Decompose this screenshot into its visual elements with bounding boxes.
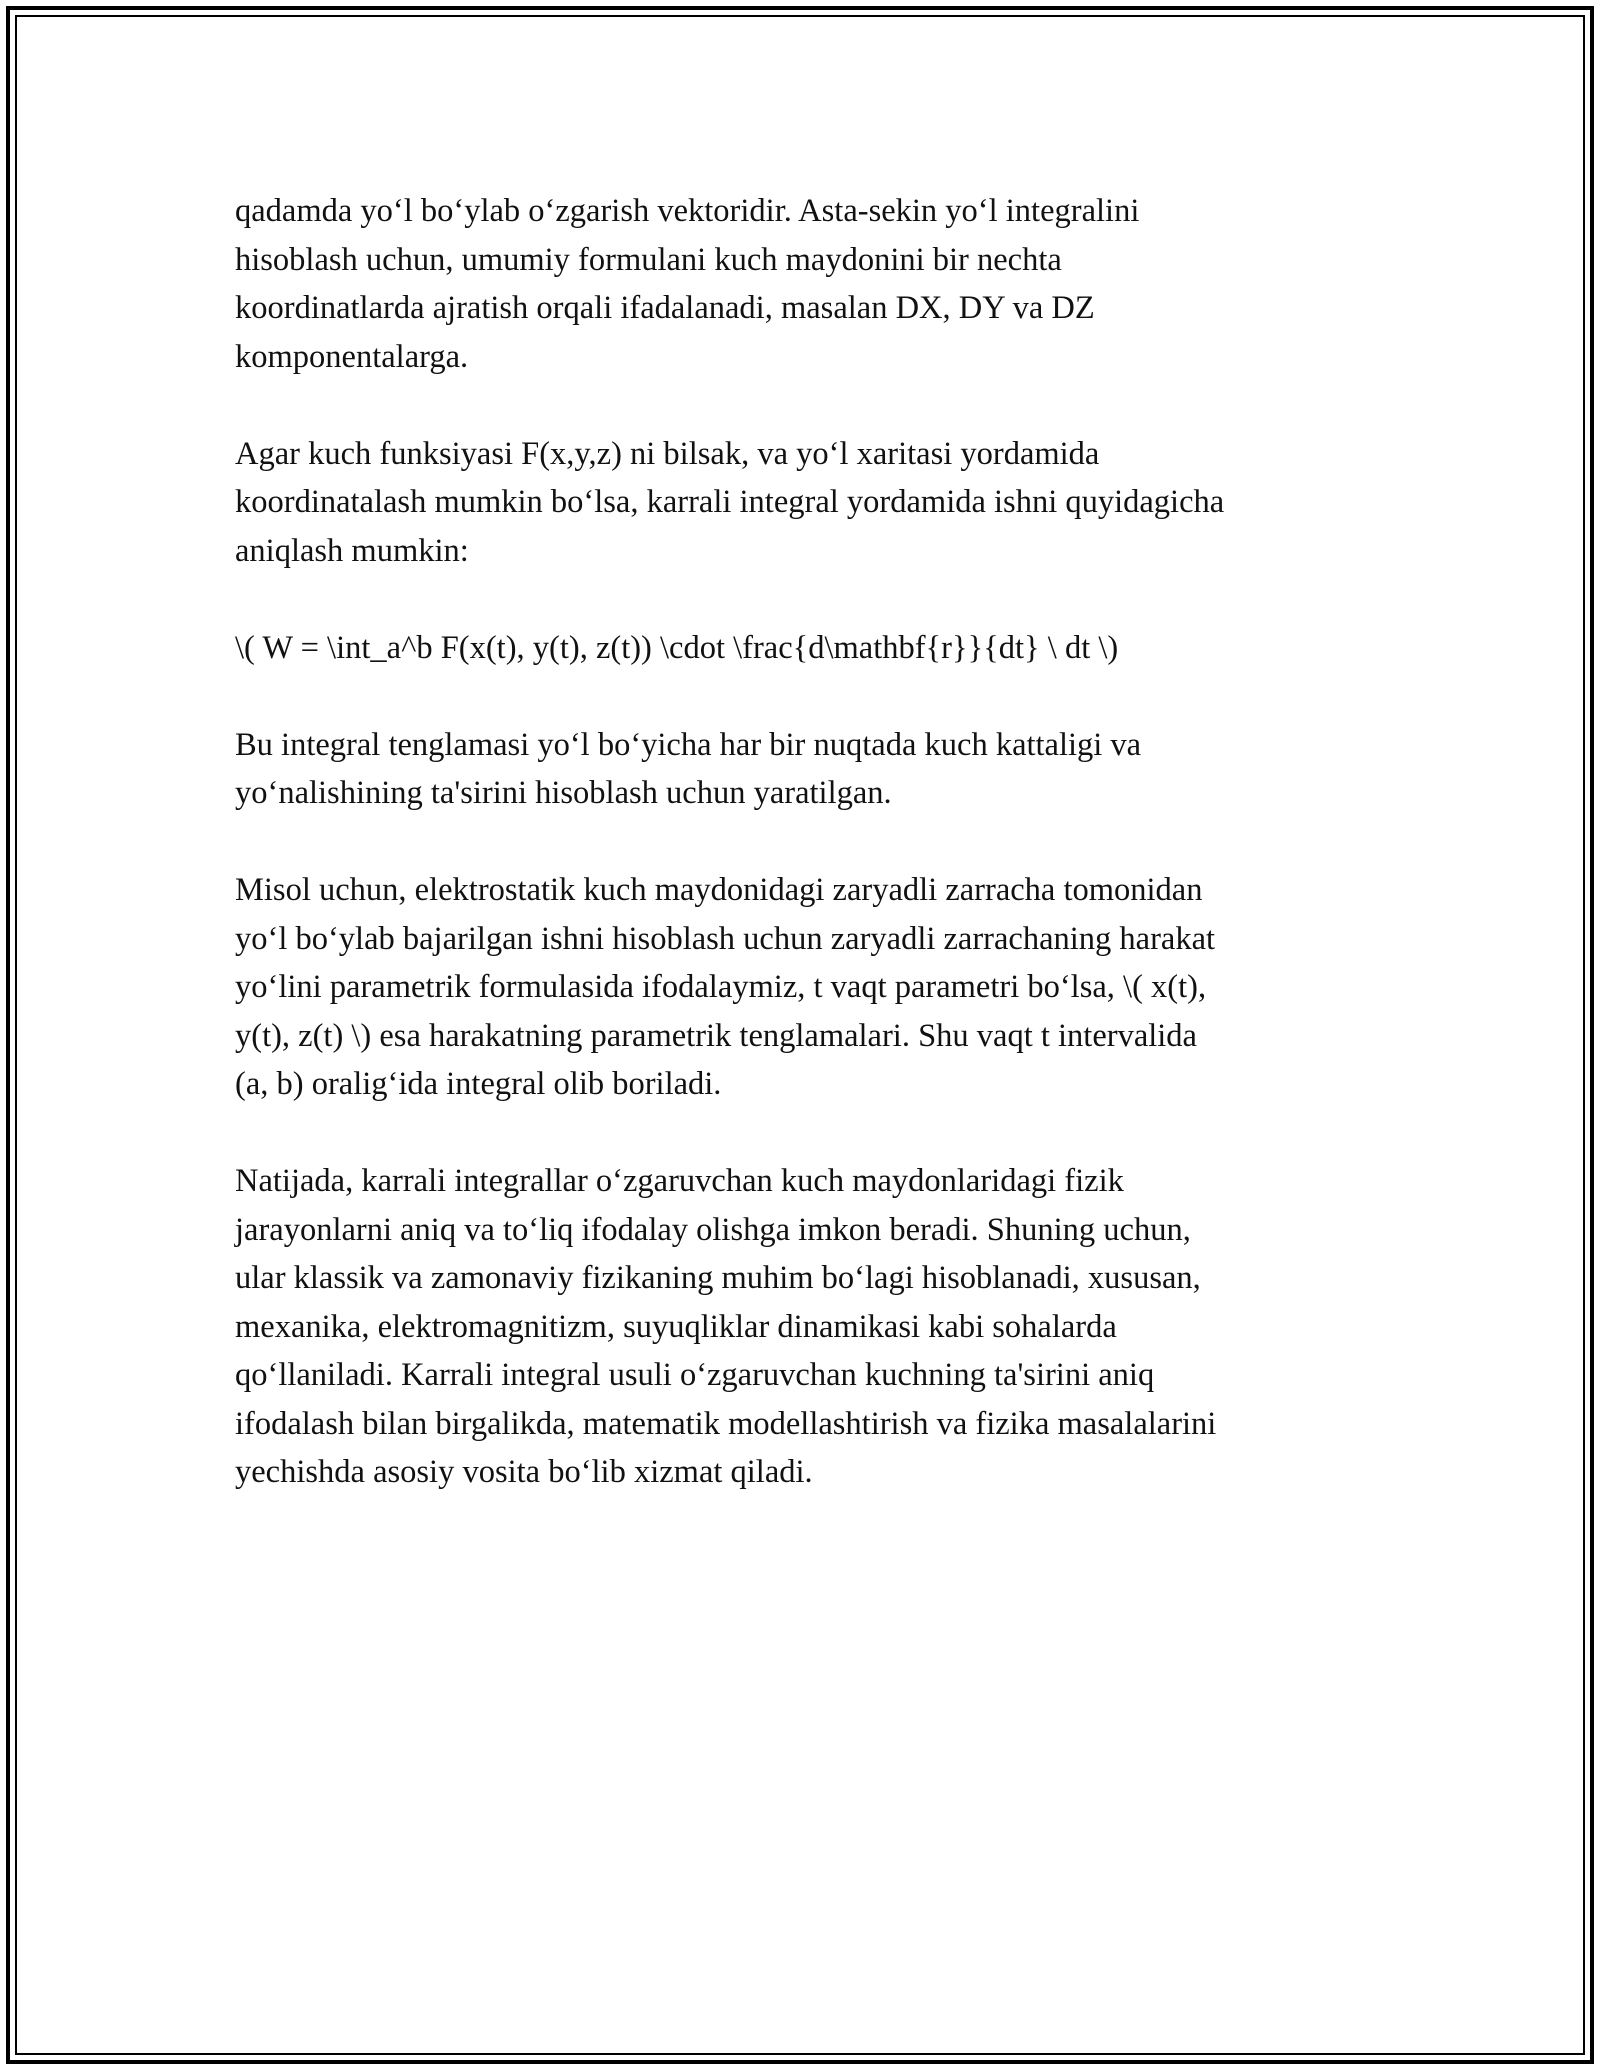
work-integral-formula: \( W = \int_a^b F(x(t), y(t), z(t)) \cdot \frac{d\mathbf{r}}{dt} \ dt \) [235, 629, 1119, 666]
document-body [235, 187, 1375, 1545]
paragraph-example: Misol uchun, elektrostatik kuch maydonidagi zaryadli zarracha tomonidan yo‘l bo‘ylab bajarilgan ishni hisoblash uchun zaryadli zarrachaning harakat yo‘lini parametrik formulasida ifodalaymiz, t vaqt parametri bo‘lsa, \( x(t), y(t), z(t) \) esa harakatning parametrik tenglamalari. Shu vaqt t intervalida (a, b) oralig‘ida integral olib boriladi. [235, 872, 1216, 1102]
paragraph-force-function: Agar kuch funksiyasi F(x,y,z) ni bilsak, va yo‘l xaritasi yordamida koordinatalash mumkin bo‘lsa, karrali integral yordamida ishni quyidagicha aniqlash mumkin: [235, 435, 1225, 569]
paragraph-path-vector: qadamda yo‘l bo‘ylab o‘zgarish vektoridir. Asta-sekin yo‘l integralini hisoblash uchun, umumiy formulani kuch maydonini bir nechta koordinatlarda ajratish orqali ifadalanadi, masalan DX, DY va DZ komponentalarga. [235, 193, 1140, 375]
paragraph-conclusion: Natijada, karrali integrallar o‘zgaruvchan kuch maydonlaridagi fizik jarayonlarni aniq va to‘liq ifodalay olishga imkon beradi. Shuning uchun, ular klassik va zamonaviy fizikaning muhim bo‘lagi hisoblanadi, xususan, mexanika, elektromagnitizm, suyuqliklar dinamikasi kabi sohalarda qo‘llaniladi. Karrali integral usuli o‘zgaruvchan kuchning ta'sirini aniq ifodalash bilan birgalikda, matematik modellashtirish va fizika masalalarini yechishda asosiy vosita bo‘lib xizmat qiladi. [235, 1163, 1217, 1490]
paragraph-integral-equation: Bu integral tenglamasi yo‘l bo‘yicha har bir nuqtada kuch kattaligi va yo‘nalishining ta'sirini hisoblash uchun yaratilgan. [235, 726, 1142, 811]
